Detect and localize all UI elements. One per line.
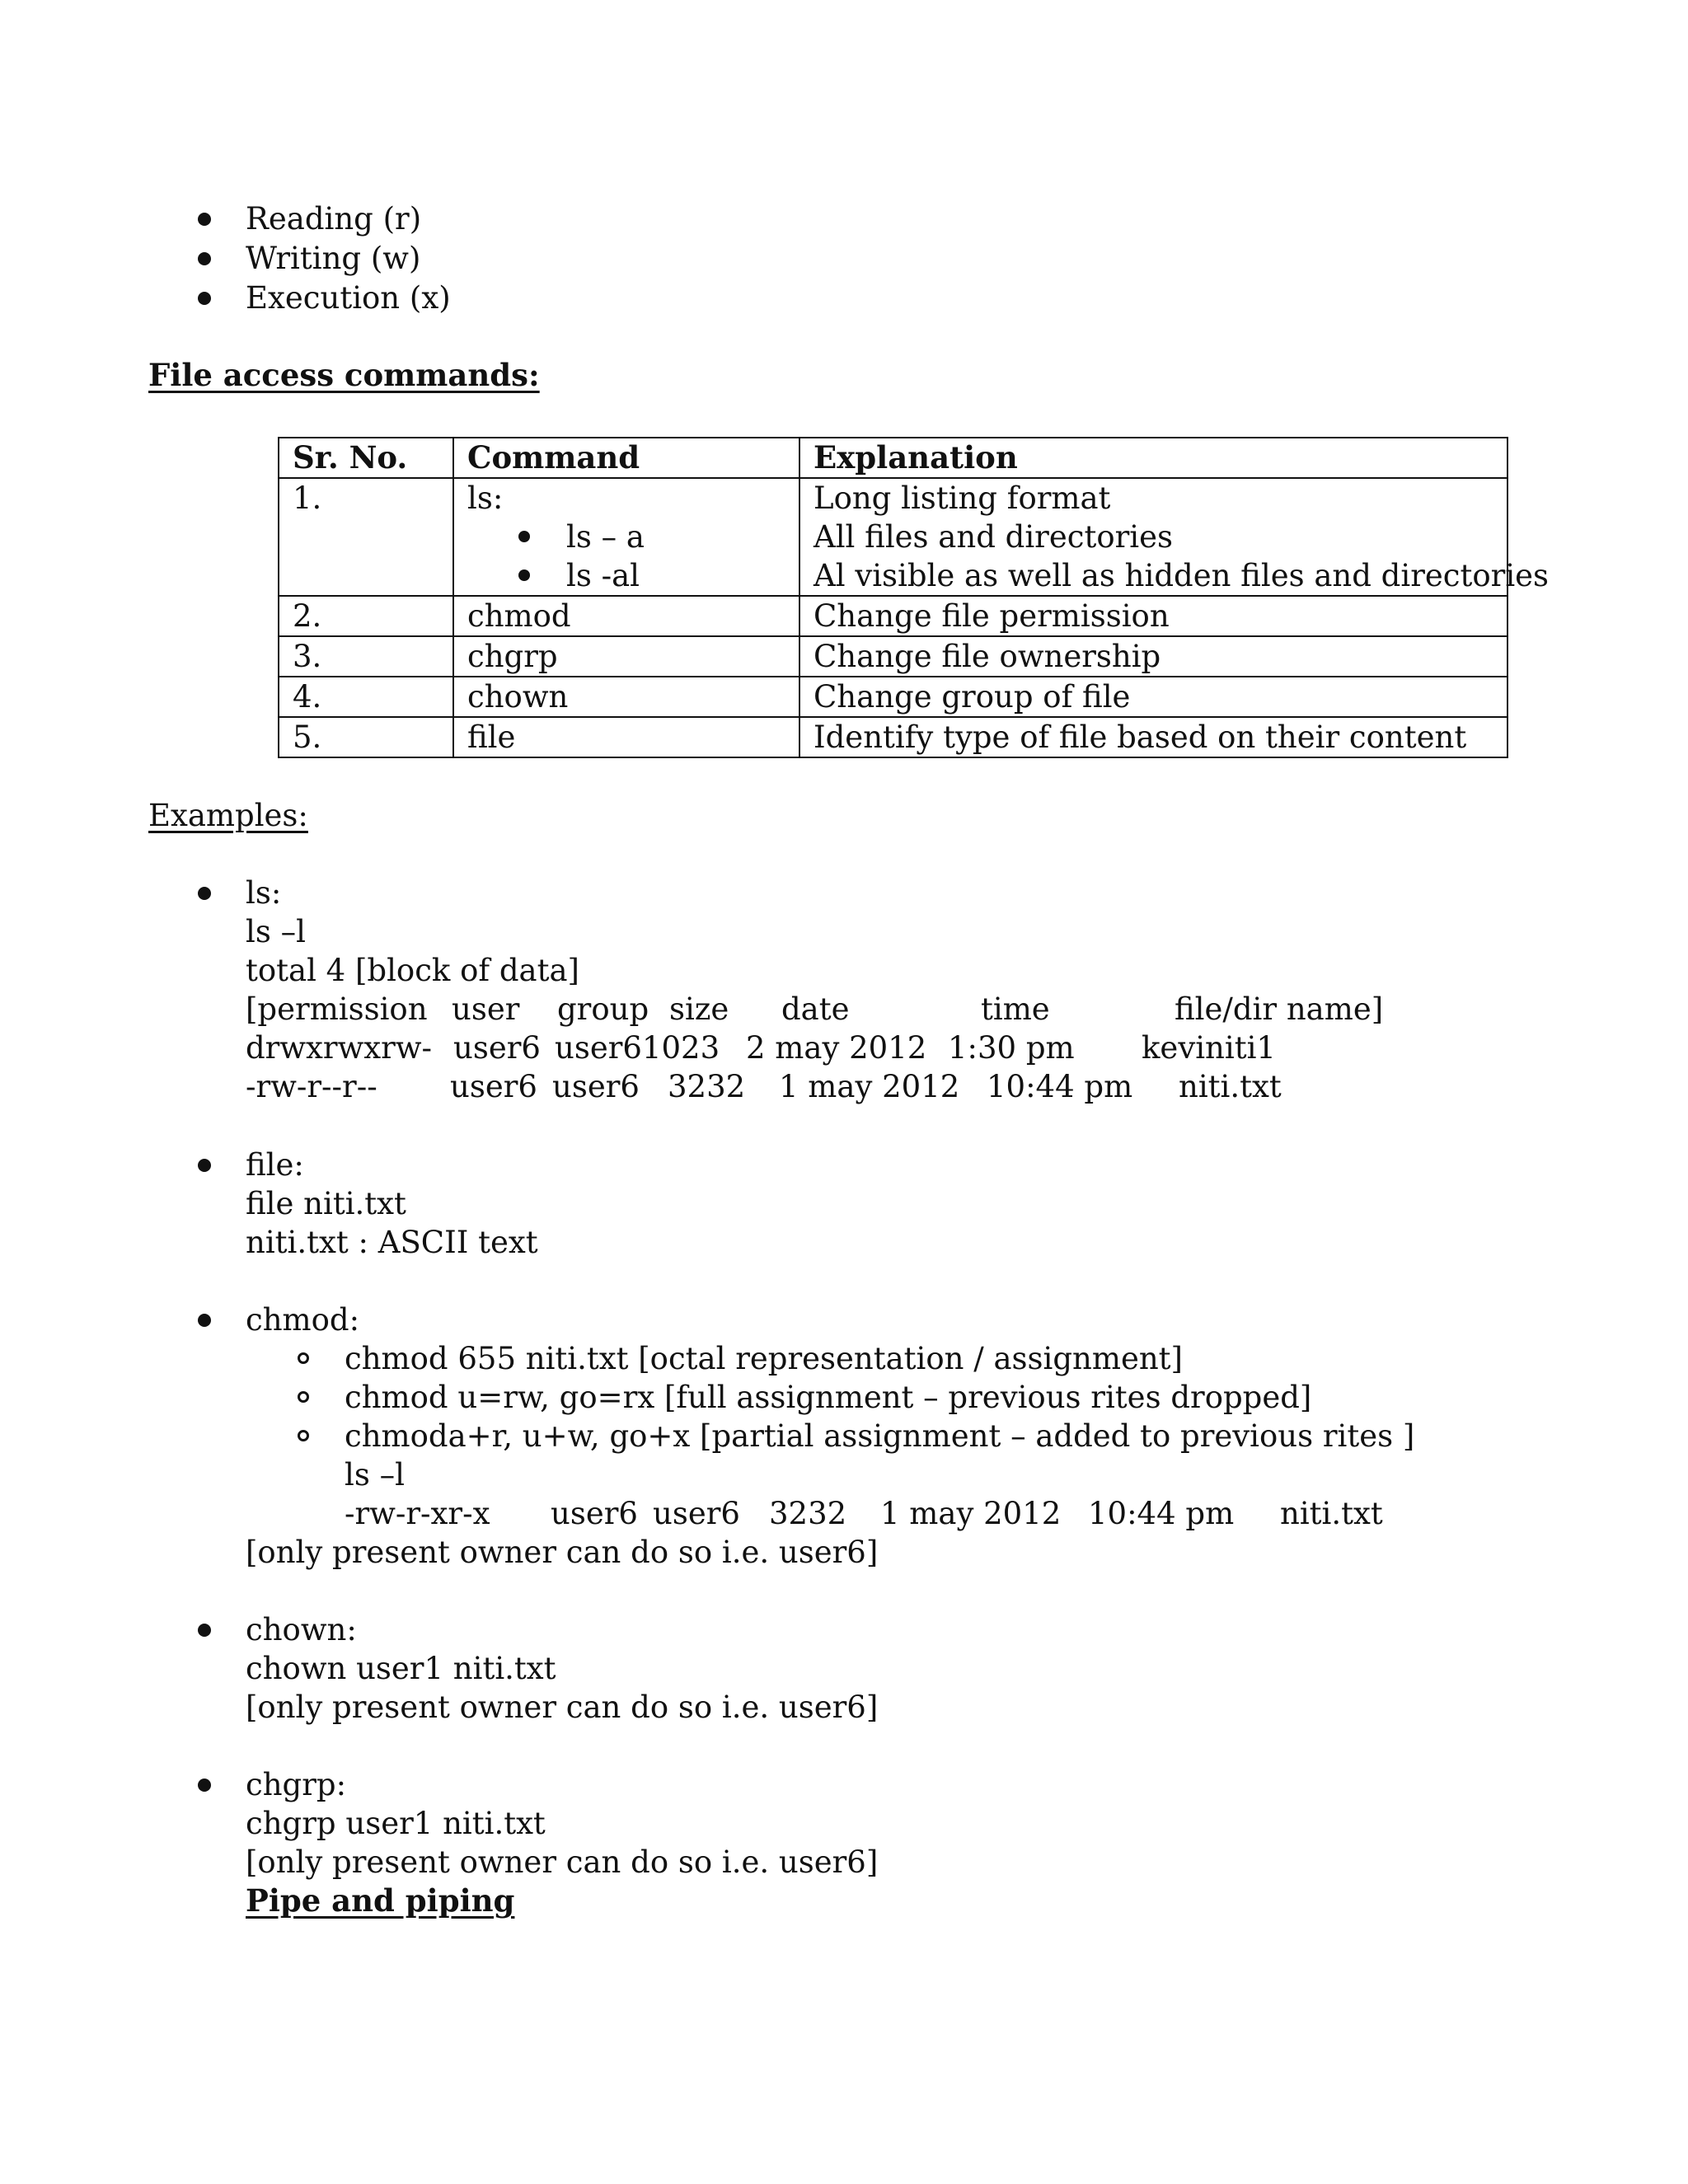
bullet-icon bbox=[518, 569, 530, 581]
bullet-icon bbox=[518, 531, 530, 542]
bullet-icon bbox=[198, 1624, 211, 1637]
chmod-ls-size: 3232 bbox=[769, 1496, 847, 1531]
file-access-heading: File access commands: bbox=[148, 357, 540, 393]
chmod-note: [only present owner can do so i.e. user6] bbox=[246, 1535, 879, 1570]
chmod-ls-group: user6 bbox=[653, 1496, 740, 1531]
ls-row2-name: niti.txt bbox=[1179, 1069, 1282, 1104]
ls-row1-date: 2 may 2012 bbox=[746, 1030, 927, 1066]
chown-note: [only present owner can do so i.e. user6] bbox=[246, 1690, 879, 1725]
table-row bbox=[279, 677, 1507, 717]
hollow-bullet-icon bbox=[298, 1391, 309, 1403]
chown-title: chown: bbox=[246, 1612, 357, 1647]
pipe-heading: Pipe and piping bbox=[246, 1882, 515, 1919]
chmod-ls-permission: -rw-r-xr-x bbox=[345, 1496, 490, 1531]
intro-bullet-writing: Writing (w) bbox=[246, 241, 421, 276]
bullet-icon bbox=[198, 252, 211, 265]
ls-total: total 4 [block of data] bbox=[246, 953, 579, 988]
header-sr-no: Sr. No. bbox=[279, 438, 453, 478]
command-cell bbox=[453, 478, 799, 596]
ls-row2-permission: -rw-r--r-- bbox=[246, 1069, 377, 1104]
sub-command bbox=[467, 518, 785, 556]
table-row bbox=[279, 596, 1507, 636]
ls-header-permission: [permission bbox=[246, 991, 428, 1027]
ls-row2-group: user6 bbox=[552, 1069, 640, 1104]
examples-heading: Examples: bbox=[148, 798, 308, 833]
sub-command-text: ls -al bbox=[566, 558, 640, 593]
chmod-ls-date: 1 may 2012 bbox=[880, 1496, 1062, 1531]
ls-row1-time: 1:30 pm bbox=[948, 1030, 1075, 1066]
command-cell: chmod bbox=[453, 596, 799, 636]
ls-command: ls –l bbox=[246, 914, 306, 949]
chmod-title: chmod: bbox=[246, 1302, 360, 1338]
commands-table bbox=[278, 437, 1550, 758]
bullet-icon bbox=[198, 1779, 211, 1792]
intro-bullet-execution: Execution (x) bbox=[246, 280, 451, 316]
explanation-text: Al visible as well as hidden files and directories bbox=[814, 558, 1550, 593]
bullet-icon bbox=[198, 887, 211, 900]
ls-header-name: file/dir name] bbox=[1175, 991, 1384, 1027]
command-cell: chgrp bbox=[453, 636, 799, 677]
explanation-cell: Change file permission bbox=[799, 596, 1507, 636]
file-output: niti.txt : ASCII text bbox=[246, 1225, 538, 1260]
ls-row2-user: user6 bbox=[450, 1069, 537, 1104]
ls-row2-time: 10:44 pm bbox=[987, 1069, 1133, 1104]
ls-header-date: date bbox=[781, 991, 850, 1027]
ls-row2-date: 1 may 2012 bbox=[779, 1069, 960, 1104]
table-row bbox=[279, 717, 1507, 757]
ls-row1-user: user6 bbox=[453, 1030, 541, 1066]
intro-bullet-reading: Reading (r) bbox=[246, 201, 422, 237]
explanation-cell bbox=[799, 478, 1550, 596]
chmod-ls-user: user6 bbox=[551, 1496, 638, 1531]
sr-no-cell: 5. bbox=[279, 717, 453, 757]
chgrp-note: [only present owner can do so i.e. user6] bbox=[246, 1844, 879, 1880]
chmod-item: chmoda+r, u+w, go+x [partial assignment – added to previous rites ] bbox=[345, 1418, 1415, 1454]
explanation-cell: Identify type of file based on their content bbox=[799, 717, 1507, 757]
ls-header-time: time bbox=[981, 991, 1050, 1027]
ls-header-user: user bbox=[452, 991, 520, 1027]
command-cell: chown bbox=[453, 677, 799, 717]
table-row bbox=[279, 478, 1507, 596]
bullet-icon bbox=[198, 213, 211, 226]
chmod-ls-name: niti.txt bbox=[1280, 1496, 1383, 1531]
sr-no-cell: 1. bbox=[279, 478, 453, 596]
bullet-icon bbox=[198, 1159, 211, 1172]
file-command: file niti.txt bbox=[246, 1186, 406, 1221]
ls-header-size: size bbox=[669, 991, 729, 1027]
file-title: file: bbox=[246, 1147, 304, 1183]
sub-command-text: ls – a bbox=[566, 519, 645, 555]
sr-no-cell: 2. bbox=[279, 596, 453, 636]
hollow-bullet-icon bbox=[298, 1430, 309, 1441]
explanation-cell: Change file ownership bbox=[799, 636, 1507, 677]
sr-no-cell: 4. bbox=[279, 677, 453, 717]
sr-no-cell: 3. bbox=[279, 636, 453, 677]
ls-title: ls: bbox=[246, 875, 282, 911]
ls-row2-size: 3232 bbox=[668, 1069, 746, 1104]
explanation-cell: Change group of file bbox=[799, 677, 1507, 717]
chmod-item: chmod 655 niti.txt [octal representation / assignment] bbox=[345, 1341, 1183, 1376]
command-text: ls: bbox=[467, 480, 504, 516]
bullet-icon bbox=[198, 1314, 211, 1327]
explanation-text: Long listing format bbox=[814, 480, 1111, 516]
command-cell: file bbox=[453, 717, 799, 757]
header-explanation: Explanation bbox=[799, 438, 1507, 478]
ls-row1-group-size: user61023 bbox=[555, 1030, 720, 1066]
chmod-ls-command: ls –l bbox=[345, 1457, 405, 1493]
ls-header-group: group bbox=[557, 991, 649, 1027]
chown-command: chown user1 niti.txt bbox=[246, 1651, 556, 1686]
ls-row1-permission: drwxrwxrw- bbox=[246, 1030, 432, 1066]
ls-row1-name: keviniti1 bbox=[1142, 1030, 1276, 1066]
hollow-bullet-icon bbox=[298, 1352, 309, 1364]
explanation-text: All files and directories bbox=[814, 519, 1174, 555]
chmod-ls-time: 10:44 pm bbox=[1088, 1496, 1235, 1531]
table-row bbox=[279, 636, 1507, 677]
chgrp-command: chgrp user1 niti.txt bbox=[246, 1806, 546, 1841]
sub-command bbox=[467, 556, 785, 595]
chmod-item: chmod u=rw, go=rx [full assignment – previous rites dropped] bbox=[345, 1380, 1312, 1415]
chgrp-title: chgrp: bbox=[246, 1767, 347, 1802]
table-header-row bbox=[279, 438, 1507, 478]
header-command: Command bbox=[453, 438, 799, 478]
bullet-icon bbox=[198, 292, 211, 305]
